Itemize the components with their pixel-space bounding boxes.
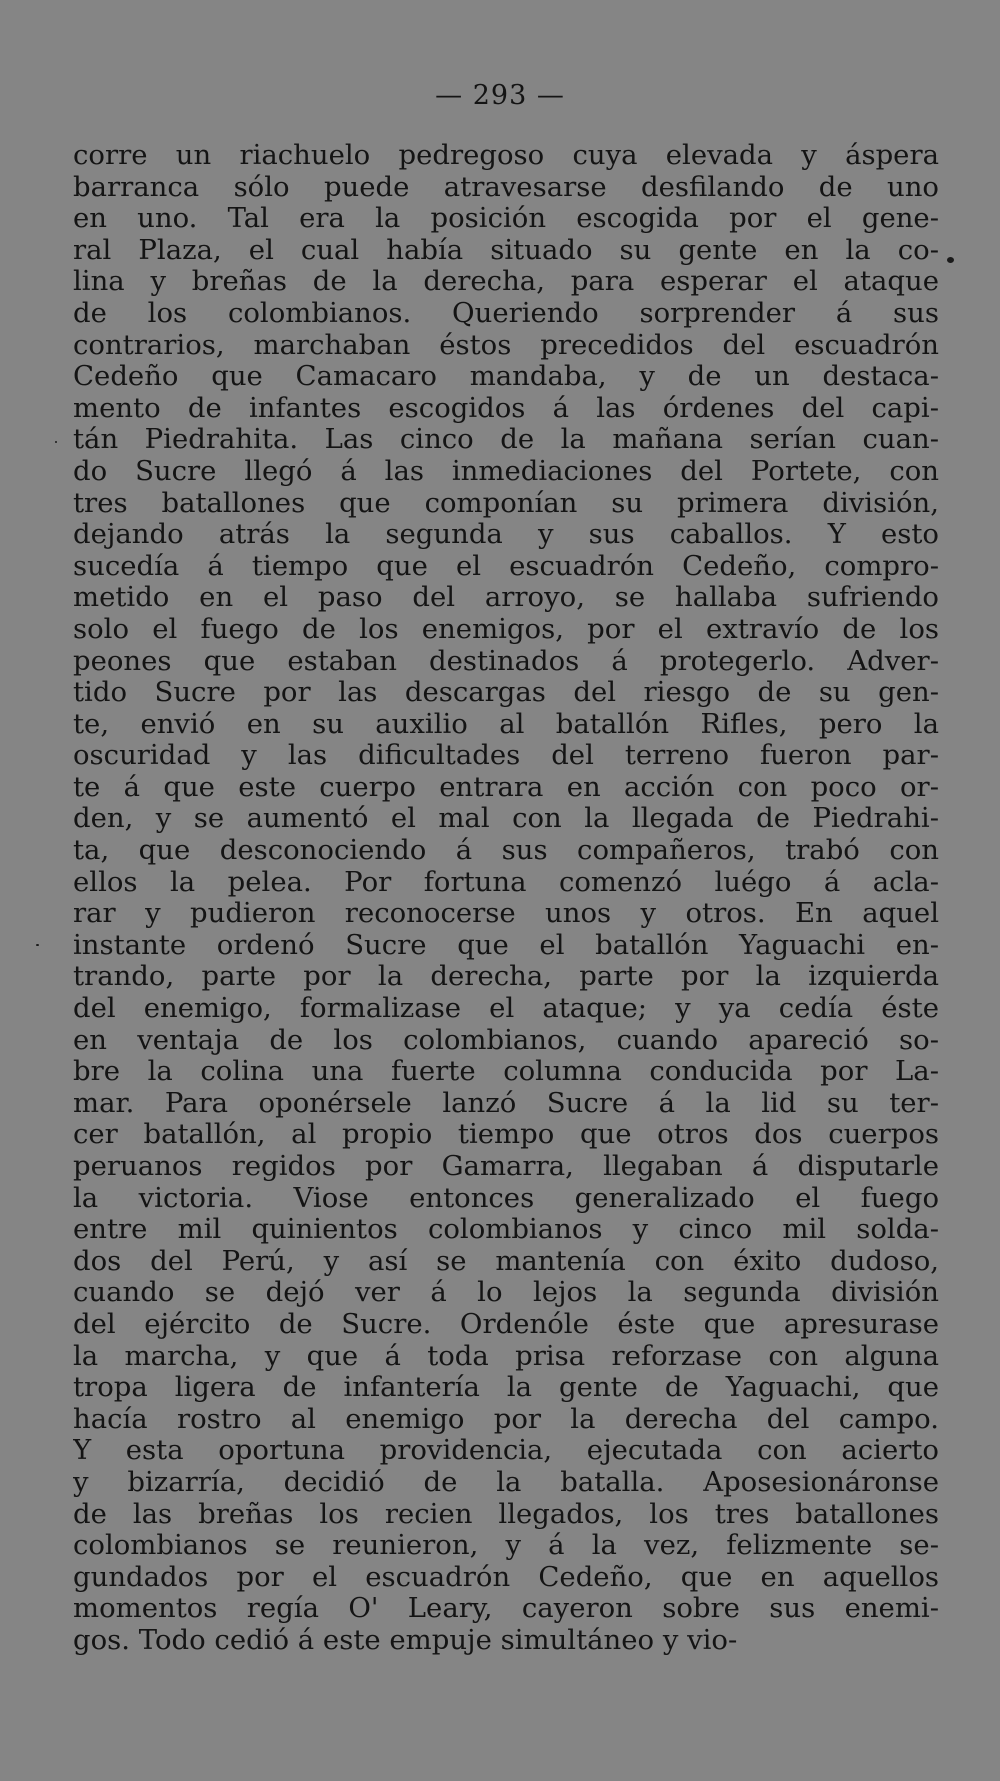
body-text — [73, 140, 939, 1657]
text-line: la marcha, y que á toda prisa reforzase con alguna — [73, 1340, 939, 1372]
text-line: dos del Perú, y así se mantenía con éxito dudoso, — [73, 1245, 939, 1277]
text-line: y bizarría, decidió de la batalla. Aposesionáronse — [73, 1466, 939, 1498]
text-line: tido Sucre por las descargas del riesgo de su gen- — [73, 677, 939, 709]
text-line: peruanos regidos por Gamarra, llegaban á disputarle — [73, 1151, 939, 1182]
text-line: de los colombianos. Queriendo sorprender á sus — [73, 297, 939, 329]
text-line: momentos regía O' Leary, cayeron sobre sus enemi- — [73, 1593, 939, 1625]
text-line: rar y pudieron reconocerse unos y otros. En aquel — [73, 898, 939, 930]
text-line: solo el fuego de los enemigos, por el extravío de los — [73, 613, 939, 645]
text-line: peones que estaban destinados á protegerlo. Adver- — [73, 645, 939, 677]
text-line: ral Plaza, el cual había situado su gente en la co- — [73, 234, 939, 266]
text-line: gundados por el escuadrón Cedeño, que en aquellos — [73, 1561, 939, 1593]
text-line: mar. Para oponérsele lanzó Sucre á la lid su ter- — [73, 1087, 939, 1119]
text-line: contrarios, marchaban éstos precedidos del escuadrón — [73, 329, 939, 361]
text-line: metido en el paso del arroyo, se hallaba sufriendo — [73, 582, 939, 614]
text-line: tres batallones que componían su primera división, — [73, 487, 939, 519]
text-line: lina y breñas de la derecha, para esperar el ataque — [73, 266, 939, 298]
text-line: entre mil quinientos colombianos y cinco mil solda- — [73, 1214, 939, 1246]
text-line: colombianos se reunieron, y á la vez, felizmente se- — [73, 1530, 939, 1562]
text-line: instante ordenó Sucre que el batallón Yaguachi en- — [73, 929, 939, 961]
print-speck — [36, 944, 39, 946]
text-line: den, y se aumentó el mal con la llegada de Piedrahi- — [73, 803, 939, 835]
text-line: la victoria. Viose entonces generalizado el fuego — [73, 1182, 939, 1214]
text-line: do Sucre llegó á las inmediaciones del Portete, con — [73, 455, 939, 487]
text-line: te, envió en su auxilio al batallón Rifles, pero la — [73, 708, 939, 740]
text-line: cuando se dejó ver á lo lejos la segunda división — [73, 1277, 939, 1309]
text-line: barranca sólo puede atravesarse desfilando de uno — [73, 171, 939, 203]
page-number: — 293 — — [435, 80, 565, 111]
text-line: de las breñas los recien llegados, los tres batallones — [73, 1498, 939, 1530]
text-line: oscuridad y las dificultades del terreno fueron par- — [73, 740, 939, 772]
text-line: Cedeño que Camacaro mandaba, y de un destaca- — [73, 361, 939, 393]
text-line: dejando atrás la segunda y sus caballos. Y esto — [73, 519, 939, 551]
text-line: te á que este cuerpo entrara en acción con poco or- — [73, 771, 939, 803]
print-speck — [55, 441, 57, 443]
text-line: gos. Todo cedió á este empuje simultáneo y vio- — [73, 1624, 738, 1656]
text-line: del ejército de Sucre. Ordenóle éste que apresurase — [73, 1308, 939, 1340]
text-line: en ventaja de los colombianos, cuando apareció so- — [73, 1024, 939, 1056]
text-line: ellos la pelea. Por fortuna comenzó luégo á acla- — [73, 866, 939, 898]
print-speck — [947, 257, 954, 263]
text-line: tropa ligera de infantería la gente de Yaguachi, que — [73, 1372, 939, 1404]
text-line: en uno. Tal era la posición escogida por el gene- — [73, 203, 939, 235]
text-line: cer batallón, al propio tiempo que otros dos cuerpos — [73, 1119, 939, 1151]
text-line: corre un riachuelo pedregoso cuya elevada y áspera — [73, 140, 939, 171]
text-line: del enemigo, formalizase el ataque; y ya cedía éste — [73, 993, 939, 1025]
text-line: mento de infantes escogidos á las órdenes del capi- — [73, 392, 939, 424]
text-line: ta, que desconociendo á sus compañeros, trabó con — [73, 835, 939, 867]
text-line: Y esta oportuna providencia, ejecutada con acierto — [73, 1435, 939, 1467]
text-line: trando, parte por la derecha, parte por la izquierda — [73, 961, 939, 993]
text-line: bre la colina una fuerte columna conducida por La- — [73, 1056, 939, 1088]
text-line: sucedía á tiempo que el escuadrón Cedeño, compro- — [73, 550, 939, 582]
text-line: hacía rostro al enemigo por la derecha del campo. — [73, 1403, 939, 1435]
text-line: tán Piedrahita. Las cinco de la mañana serían cuan- — [73, 424, 939, 456]
